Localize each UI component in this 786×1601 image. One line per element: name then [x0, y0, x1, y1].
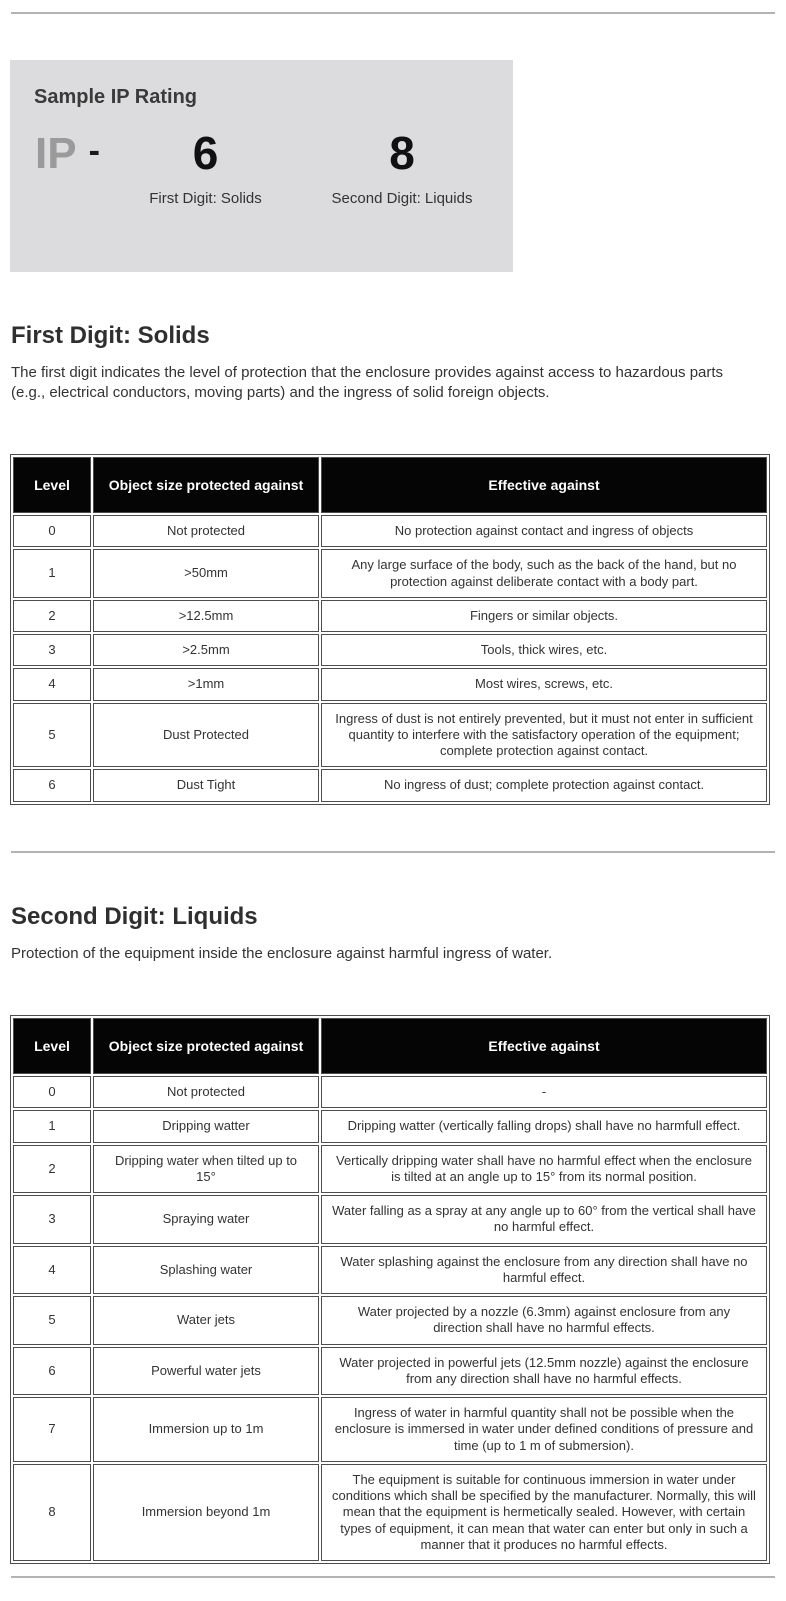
second-digit-block [322, 127, 482, 207]
level-cell: 1 [13, 1110, 91, 1142]
column-header: Effective against [321, 1018, 767, 1074]
effective-against-cell: Water splashing against the enclosure from any direction shall have no harmful effect. [321, 1246, 767, 1295]
table-row [13, 600, 767, 632]
solids-table [10, 454, 770, 805]
second-digit-caption: Second Digit: Liquids [331, 190, 473, 207]
object-size-cell: Dust Tight [93, 769, 319, 801]
column-header: Object size protected against [93, 1018, 319, 1074]
liquids-table-head [13, 1018, 767, 1074]
table-row [13, 668, 767, 700]
object-size-cell: Immersion up to 1m [93, 1397, 319, 1462]
ip-first-digit: 6 [192, 127, 219, 179]
column-header: Level [13, 1018, 91, 1074]
section-divider [11, 851, 775, 853]
object-size-cell: Water jets [93, 1296, 319, 1345]
ip-second-digit: 8 [389, 127, 415, 179]
effective-against-cell: Dripping watter (vertically falling drops) shall have no harmfull effect. [321, 1110, 767, 1142]
bottom-divider [11, 1576, 775, 1578]
object-size-cell: Powerful water jets [93, 1347, 319, 1396]
effective-against-cell: Tools, thick wires, etc. [321, 634, 767, 666]
solids-description: The first digit indicates the level of protection that the enclosure provides against access to hazardous parts (e.g., electrical conductors, moving parts) and the ingress of solid foreign objects. [11, 364, 724, 401]
solids-table-head [13, 457, 767, 513]
table-row [13, 703, 767, 768]
effective-against-cell: Ingress of water in harmful quantity shall not be possible when the enclosure is immersed in water under defined conditions of pressure and time (up to 1 m of submersion). [321, 1397, 767, 1462]
column-header: Level [13, 457, 91, 513]
object-size-cell: Not protected [93, 515, 319, 547]
level-cell: 2 [13, 600, 91, 632]
object-size-cell: Dripping water when tilted up to 15° [93, 1145, 319, 1194]
column-header: Effective against [321, 457, 767, 513]
level-cell: 2 [13, 1145, 91, 1194]
ip-code [35, 129, 100, 178]
level-cell: 7 [13, 1397, 91, 1462]
level-cell: 3 [13, 634, 91, 666]
solids-table-body [13, 515, 767, 802]
liquids-heading: Second Digit: Liquids [11, 902, 258, 930]
effective-against-cell: Water falling as a spray at any angle up to 60° from the vertical shall have no harmful effect. [321, 1195, 767, 1244]
level-cell: 0 [13, 515, 91, 547]
sample-box-title: Sample IP Rating [34, 86, 198, 108]
object-size-cell: >1mm [93, 668, 319, 700]
effective-against-cell: Any large surface of the body, such as the back of the hand, but no protection against deliberate contact with a body part. [321, 549, 767, 598]
level-cell: 1 [13, 549, 91, 598]
table-row [13, 1397, 767, 1462]
liquids-description: Protection of the equipment inside the enclosure against harmful ingress of water. [11, 944, 553, 962]
effective-against-cell: Most wires, screws, etc. [321, 668, 767, 700]
table-row [13, 1195, 767, 1244]
liquids-table [10, 1015, 770, 1564]
effective-against-cell: No ingress of dust; complete protection against contact. [321, 769, 767, 801]
table-row [13, 769, 767, 801]
effective-against-cell: Water projected in powerful jets (12.5mm nozzle) against the enclosure from any direction shall have no harmful effects. [321, 1347, 767, 1396]
level-cell: 3 [13, 1195, 91, 1244]
table-row [13, 515, 767, 547]
object-size-cell: Immersion beyond 1m [93, 1464, 319, 1561]
object-size-cell: >50mm [93, 549, 319, 598]
table-row [13, 1145, 767, 1194]
effective-against-cell: Vertically dripping water shall have no harmful effect when the enclosure is tilted at an angle up to 15° from its normal position. [321, 1145, 767, 1194]
object-size-cell: Splashing water [93, 1246, 319, 1295]
level-cell: 5 [13, 1296, 91, 1345]
effective-against-cell: The equipment is suitable for continuous immersion in water under conditions which shall be specified by the manufacturer. Normally, this will mean that the equipment is hermetically sealed. However, with certain types of equipment, it can mean that water can enter but only in such a manner that it produces no harmful effects. [321, 1464, 767, 1561]
level-cell: 8 [13, 1464, 91, 1561]
sample-ip-rating-box [10, 60, 513, 272]
level-cell: 0 [13, 1076, 91, 1108]
ip-separator: - [88, 132, 100, 170]
object-size-cell: >12.5mm [93, 600, 319, 632]
effective-against-cell: Ingress of dust is not entirely prevented, but it must not enter in sufficient quantity to interfere with the satisfactory operation of the equipment; complete protection against contact. [321, 703, 767, 768]
section-solids [0, 322, 786, 805]
table-row [13, 1347, 767, 1396]
effective-against-cell: No protection against contact and ingress of objects [321, 515, 767, 547]
first-digit-caption: First Digit: Solids [149, 190, 262, 207]
table-row [13, 1076, 767, 1108]
object-size-cell: Dripping watter [93, 1110, 319, 1142]
ip-prefix: IP [35, 129, 77, 178]
level-cell: 5 [13, 703, 91, 768]
object-size-cell: >2.5mm [93, 634, 319, 666]
level-cell: 6 [13, 1347, 91, 1396]
table-row [13, 1296, 767, 1345]
table-row [13, 1110, 767, 1142]
table-header-row [13, 457, 767, 513]
level-cell: 6 [13, 769, 91, 801]
object-size-cell: Not protected [93, 1076, 319, 1108]
liquids-table-body [13, 1076, 767, 1561]
effective-against-cell: Fingers or similar objects. [321, 600, 767, 632]
effective-against-cell: Water projected by a nozzle (6.3mm) against enclosure from any direction shall have no harmful effects. [321, 1296, 767, 1345]
column-header: Object size protected against [93, 457, 319, 513]
table-row [13, 1246, 767, 1295]
section-liquids [0, 903, 786, 1565]
object-size-cell: Dust Protected [93, 703, 319, 768]
effective-against-cell: - [321, 1076, 767, 1108]
level-cell: 4 [13, 1246, 91, 1295]
top-divider [11, 12, 775, 14]
table-row [13, 549, 767, 598]
table-row [13, 634, 767, 666]
table-row [13, 1464, 767, 1561]
table-header-row [13, 1018, 767, 1074]
object-size-cell: Spraying water [93, 1195, 319, 1244]
solids-heading: First Digit: Solids [11, 322, 210, 349]
first-digit-block [128, 127, 283, 207]
level-cell: 4 [13, 668, 91, 700]
